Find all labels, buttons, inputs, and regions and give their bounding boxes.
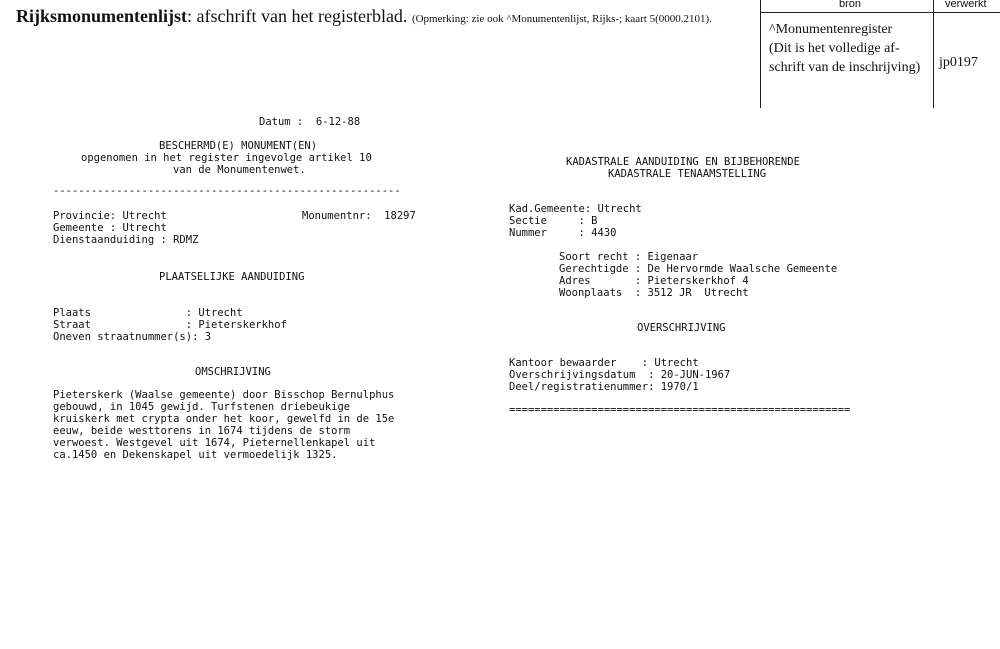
source-box-divider (933, 0, 934, 108)
omschrijving-line: verwoest. Westgevel uit 1674, Pieternellenkapel uit (53, 437, 376, 449)
verwerkt-label: verwerkt (945, 0, 987, 10)
provincie: Provincie: Utrecht (53, 210, 167, 222)
gerechtigde: Gerechtigde : De Hervormde Waalsche Gemeente (559, 263, 838, 275)
heading-beschermd: BESCHERMD(E) MONUMENT(EN) (159, 140, 318, 152)
bron-label: bron (839, 0, 862, 10)
dienstaanduiding: Dienstaanduiding : RDMZ (53, 234, 199, 246)
overschrijvingsdatum: Overschrijvingsdatum : 20-JUN-1967 (509, 369, 731, 381)
straat: Straat : Pieterskerkhof (53, 319, 287, 331)
omschrijving-line: kruiskerk met crypta onder het koor, gewelfd in de 15e (53, 413, 395, 425)
oneven-straatnummers: Oneven straatnummer(s): 3 (53, 331, 212, 343)
source-box (760, 0, 1000, 108)
omschrijving-line: gebouwd, in 1045 gewijd. Turfstenen driebeukige (53, 401, 351, 413)
bron-line: ^Monumentenregister (769, 22, 893, 37)
sectie: Sectie : B (509, 215, 598, 227)
adres: Adres : Pieterskerkhof 4 (559, 275, 749, 287)
plaats: Plaats : Utrecht (53, 307, 243, 319)
kad-gemeente: Kad.Gemeente: Utrecht (509, 203, 642, 215)
omschrijving-line: ca.1450 en Dekenskapel uit vermoedelijk 1325. (53, 449, 338, 461)
title-bold: Rijksmonumentenlijst (16, 6, 188, 26)
bron-line: (Dit is het volledige af- (769, 41, 900, 56)
divider-dashes: ------------------------------------------------------- (53, 185, 401, 197)
plaatselijke-heading: PLAATSELIJKE AANDUIDING (159, 271, 305, 283)
kadastrale-heading-1: KADASTRALE AANDUIDING EN BIJBEHORENDE (566, 156, 800, 168)
overschrijving-heading: OVERSCHRIJVING (637, 322, 726, 334)
woonplaats: Woonplaats : 3512 JR Utrecht (559, 287, 749, 299)
divider-equals: ====================================================== (509, 404, 851, 416)
deel-registratienummer: Deel/registratienummer: 1970/1 (509, 381, 699, 393)
heading-opgenomen: opgenomen in het register ingevolge artikel 10 (81, 152, 372, 164)
bron-line: schrift van de inschrijving) (769, 60, 921, 75)
document-title (16, 6, 712, 27)
datum: Datum : 6-12-88 (259, 116, 361, 128)
kantoor-bewaarder: Kantoor bewaarder : Utrecht (509, 357, 699, 369)
title-note: (Opmerking: zie ook ^Monumentenlijst, Rijks-; kaart 5(0000.2101). (411, 13, 712, 25)
monumentnr: Monumentnr: 18297 (302, 210, 416, 222)
omschrijving-line: eeuw, beide westtorens in 1674 tijdens de storm (53, 425, 351, 437)
omschrijving-heading: OMSCHRIJVING (195, 366, 271, 378)
heading-monumentenwet: van de Monumentenwet. (173, 164, 306, 176)
kadastrale-heading-2: KADASTRALE TENAAMSTELLING (608, 168, 767, 180)
bron-text (769, 20, 933, 77)
verwerkt-code: jp0197 (939, 55, 978, 70)
gemeente: Gemeente : Utrecht (53, 222, 167, 234)
omschrijving-line: Pieterskerk (Waalse gemeente) door Bisschop Bernulphus (53, 389, 395, 401)
soort-recht: Soort recht : Eigenaar (559, 251, 699, 263)
nummer: Nummer : 4430 (509, 227, 617, 239)
title-rest: : afschrift van het registerblad. (187, 6, 408, 26)
